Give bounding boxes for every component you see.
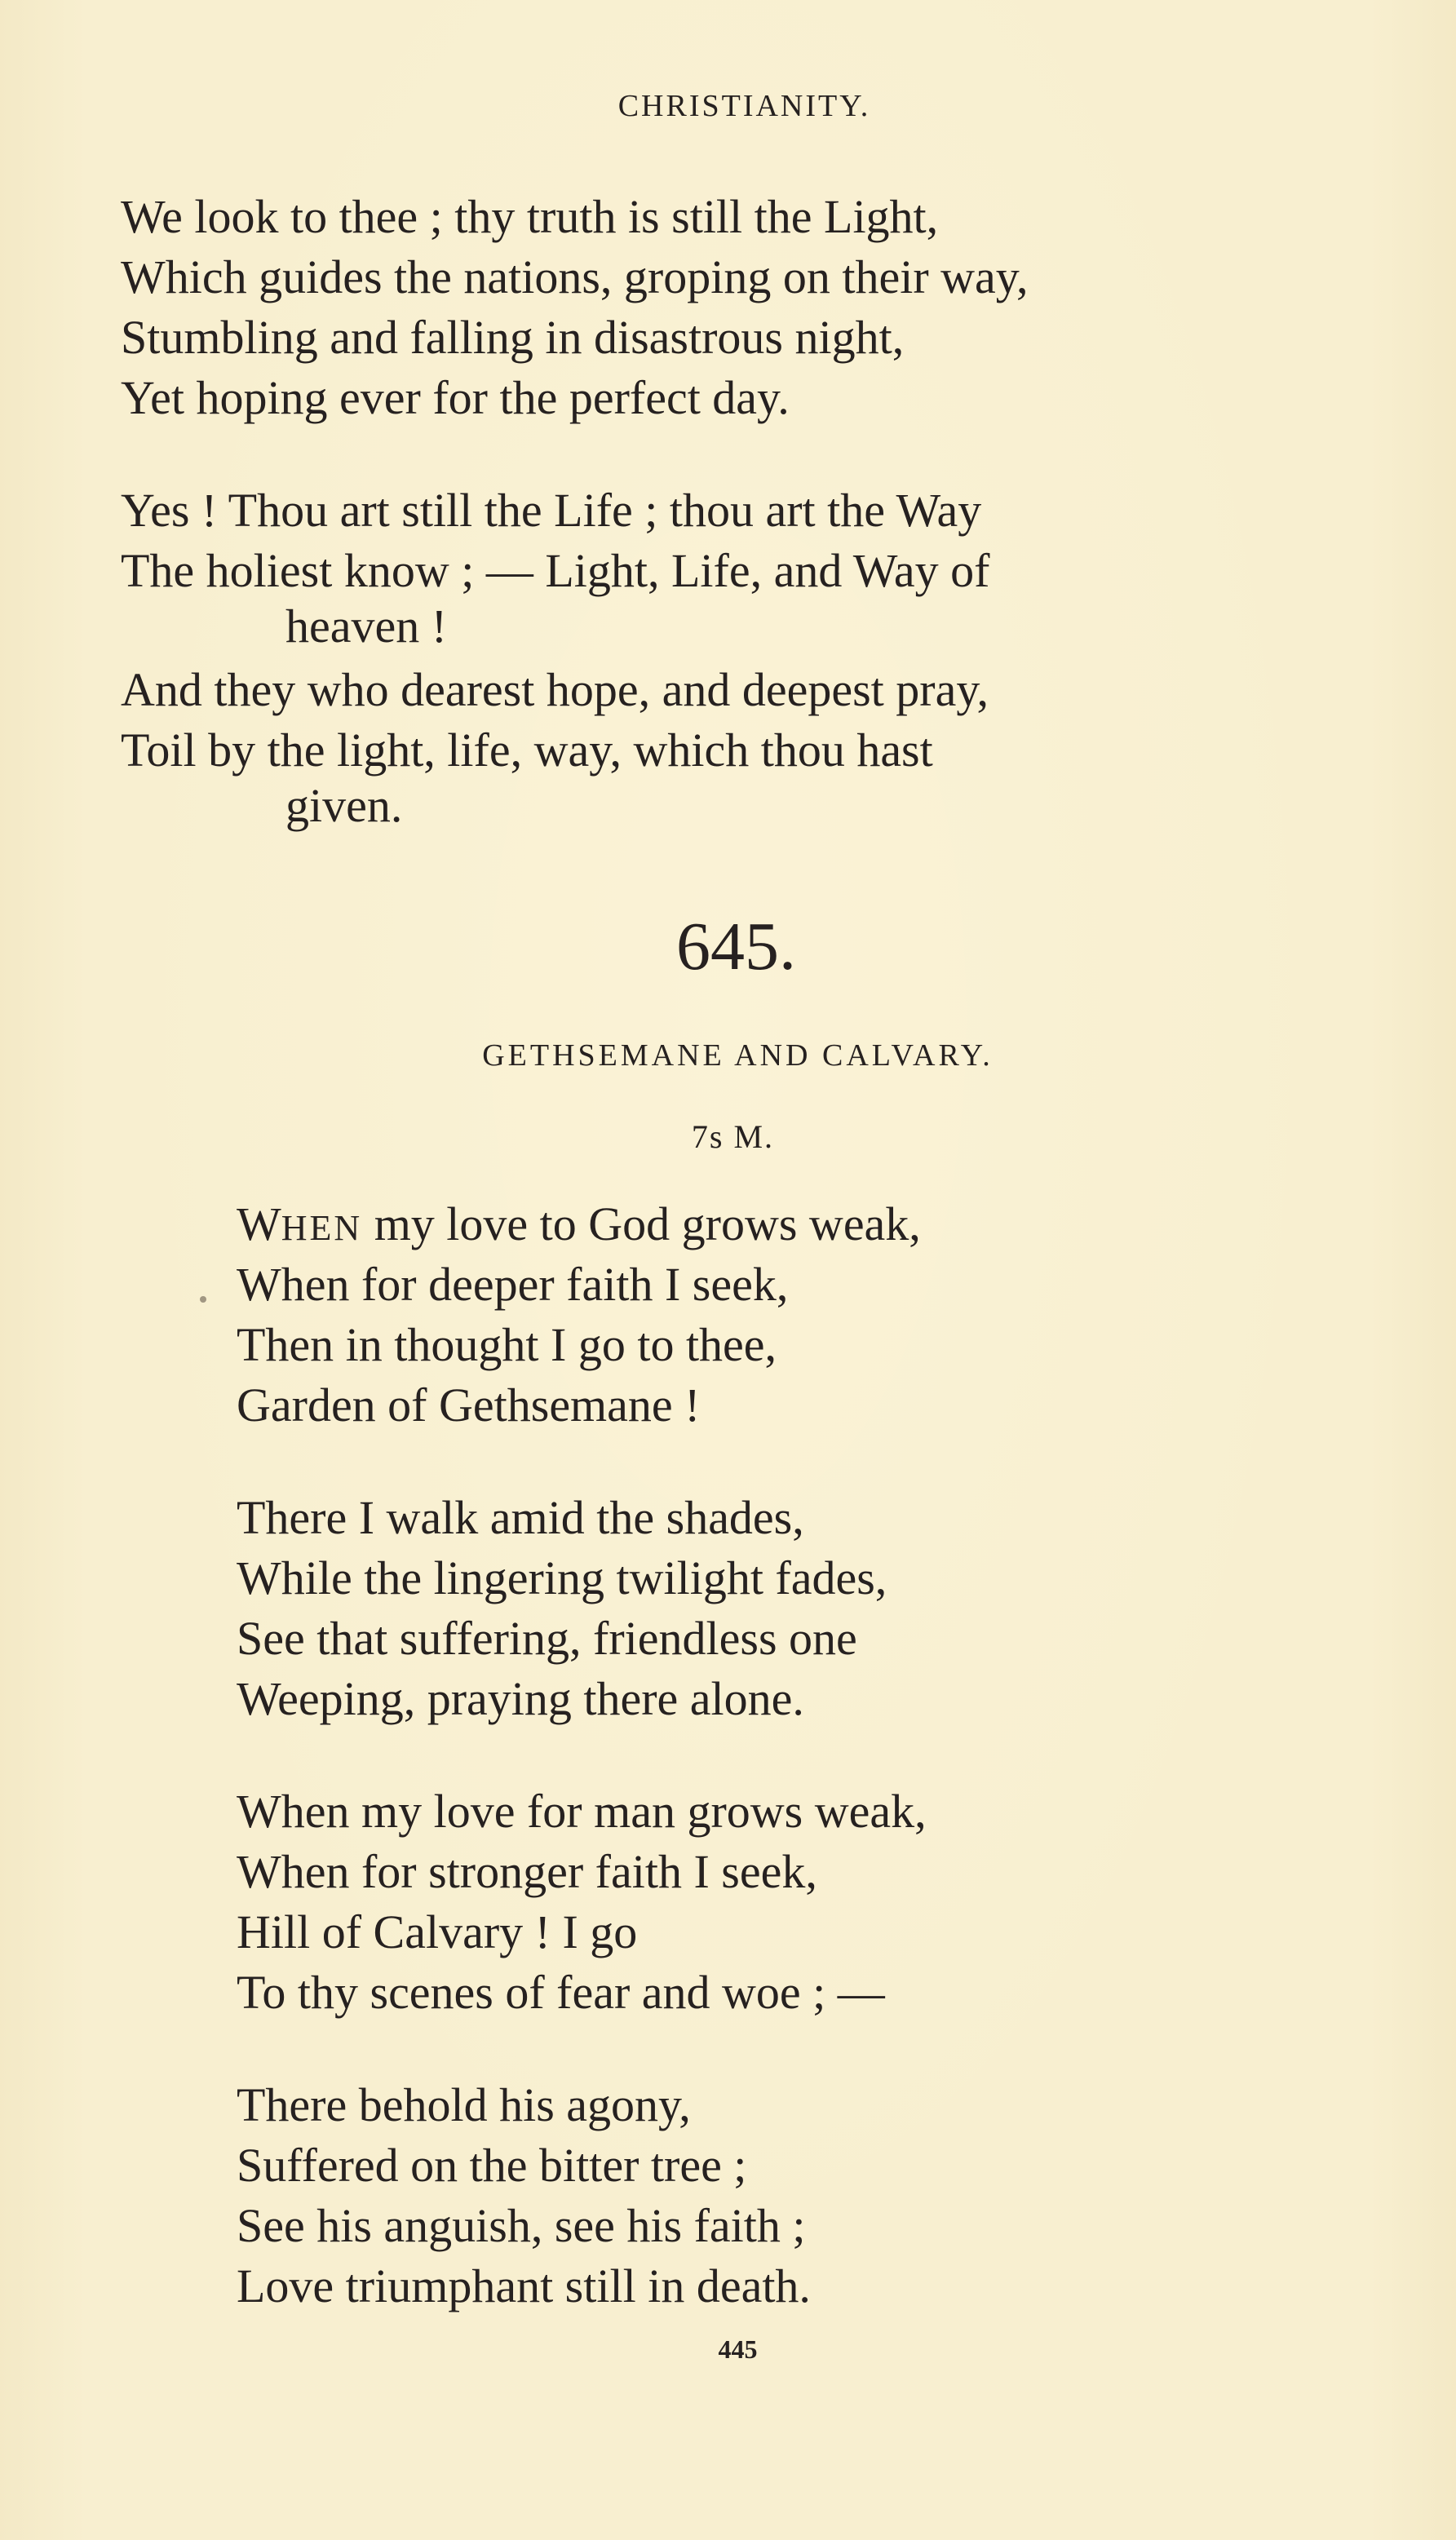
- verse-line: To thy scenes of fear and woe ; —: [237, 1966, 885, 2019]
- verse-line: When for stronger faith I seek,: [237, 1845, 817, 1898]
- verse-line: Then in thought I go to thee,: [237, 1318, 777, 1371]
- verse-line: There I walk amid the shades,: [237, 1491, 804, 1544]
- small-caps-word: HEN: [281, 1208, 363, 1248]
- verse-line-continuation: heaven !: [285, 600, 448, 653]
- verse-line: See that suffering, friendless one: [237, 1612, 857, 1665]
- verse-line: Which guides the nations, groping on their way,: [121, 250, 1029, 303]
- page-number: 445: [718, 2334, 758, 2364]
- verse-line: When my love for man grows weak,: [237, 1785, 927, 1838]
- verse-line: And they who dearest hope, and deepest pray,: [121, 663, 989, 716]
- stray-ink-mark: [200, 1296, 206, 1303]
- running-head: CHRISTIANITY.: [617, 89, 871, 123]
- verse-line: When for deeper faith I seek,: [237, 1258, 789, 1311]
- verse-line: Suffered on the bitter tree ;: [237, 2139, 747, 2192]
- verse-line: Stumbling and falling in disastrous night,: [121, 311, 905, 364]
- verse-line: Weeping, praying there alone.: [237, 1672, 804, 1725]
- verse-line: Yet hoping ever for the perfect day.: [121, 371, 790, 424]
- drop-initial: W: [237, 1197, 281, 1250]
- first-line-text: my love to God grows weak,: [362, 1197, 921, 1250]
- verse-line: Toil by the light, life, way, which thou hast: [121, 724, 933, 777]
- verse-line: Garden of Gethsemane !: [237, 1378, 701, 1432]
- verse-line: The holiest know ; — Light, Life, and Way of: [121, 544, 990, 597]
- verse-line-continuation: given.: [285, 779, 403, 832]
- verse-line: There behold his agony,: [237, 2078, 691, 2131]
- hymn-meter: 7s M.: [691, 1118, 775, 1155]
- verse-line: Hill of Calvary ! I go: [237, 1905, 638, 1958]
- hymn-number: 645.: [676, 909, 796, 985]
- verse-line-first: [237, 1195, 921, 1258]
- verse-line: While the lingering twilight fades,: [237, 1551, 887, 1604]
- hymn-title: GETHSEMANE AND CALVARY.: [482, 1038, 994, 1073]
- verse-line: See his anguish, see his faith ;: [237, 2199, 806, 2252]
- verse-line: We look to thee ; thy truth is still the Light,: [121, 190, 939, 243]
- verse-line: Yes ! Thou art still the Life ; thou art the Way: [121, 484, 982, 537]
- verse-line: Love triumphant still in death.: [237, 2259, 811, 2312]
